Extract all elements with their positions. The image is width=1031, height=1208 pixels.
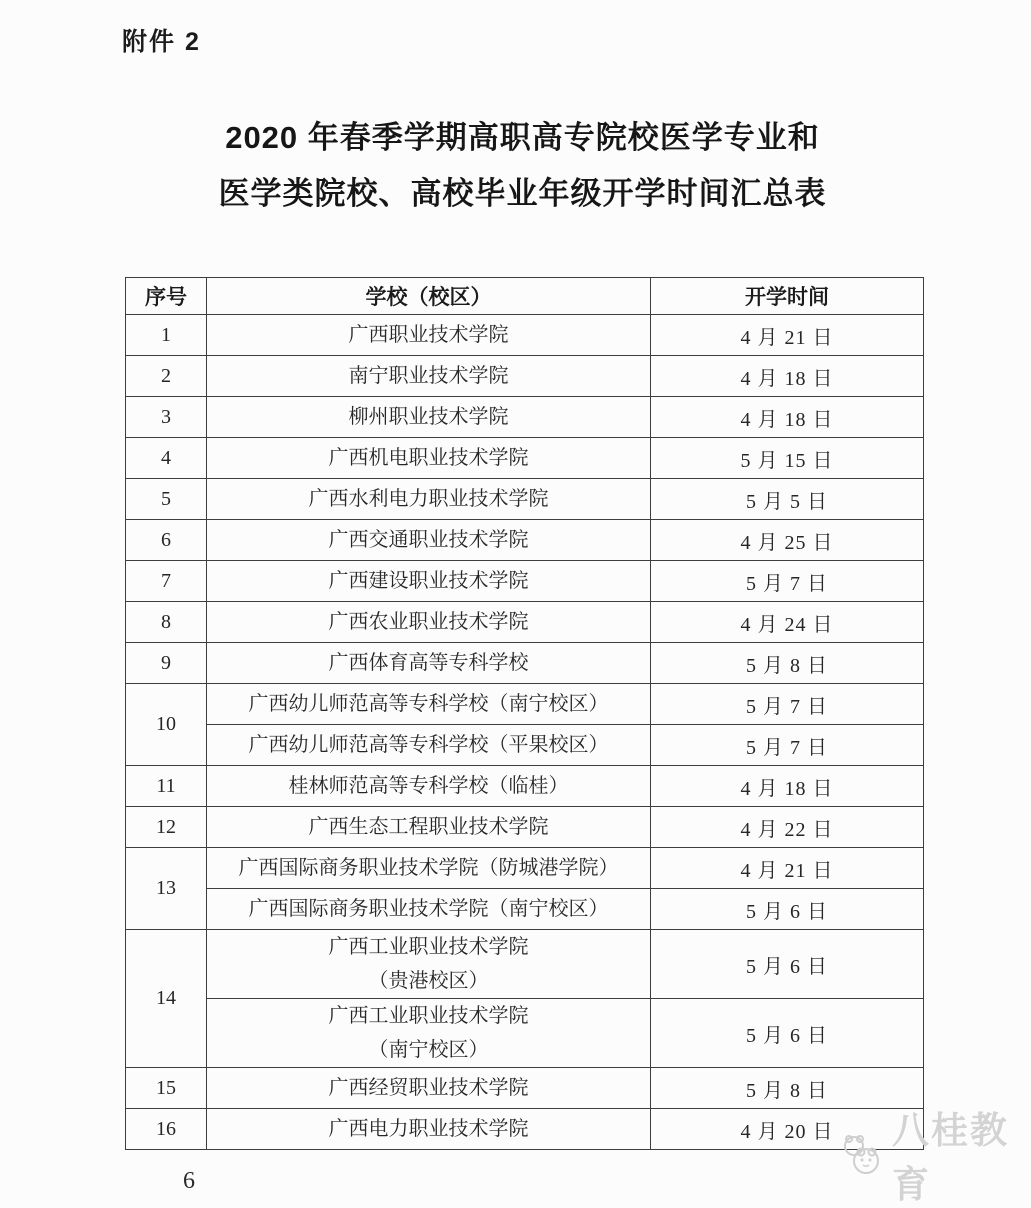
schedule-table	[125, 277, 924, 1150]
row-number: 7	[126, 561, 207, 602]
opening-date: 5 月 6 日	[651, 999, 924, 1068]
opening-date: 5 月 15 日	[651, 438, 924, 479]
school-cell	[207, 643, 651, 684]
table-row	[126, 1109, 924, 1150]
title-line-1: 2020 年春季学期高职高专院校医学专业和	[225, 120, 820, 155]
row-number: 11	[126, 766, 207, 807]
row-number: 14	[126, 930, 207, 1068]
table-row	[126, 438, 924, 479]
school-cell	[207, 889, 651, 930]
school-name: 广西农业职业技术学院	[328, 611, 529, 633]
opening-date: 5 月 5 日	[651, 479, 924, 520]
school-cell	[207, 1068, 651, 1109]
school-name: 桂林师范高等专科学校（临桂）	[288, 775, 569, 797]
school-cell	[207, 807, 651, 848]
school-name: 柳州职业技术学院	[348, 406, 509, 428]
opening-date: 4 月 18 日	[651, 766, 924, 807]
table-header-row	[126, 278, 924, 315]
school-cell	[207, 766, 651, 807]
table-row	[126, 520, 924, 561]
row-number: 6	[126, 520, 207, 561]
document-title	[125, 110, 920, 222]
opening-date: 4 月 21 日	[651, 848, 924, 889]
school-name: 广西幼儿师范高等专科学校（平果校区）	[248, 734, 609, 756]
row-number: 3	[126, 397, 207, 438]
opening-date: 5 月 7 日	[651, 725, 924, 766]
row-number: 16	[126, 1109, 207, 1150]
table-row	[126, 848, 924, 889]
title-line-2: 医学类院校、高校毕业年级开学时间汇总表	[218, 176, 827, 211]
school-cell	[207, 930, 651, 999]
table-row	[126, 397, 924, 438]
opening-date: 4 月 21 日	[651, 315, 924, 356]
opening-date: 5 月 6 日	[651, 889, 924, 930]
school-name: 广西国际商务职业技术学院（防城港学院）	[238, 857, 619, 879]
row-number: 2	[126, 356, 207, 397]
row-number: 13	[126, 848, 207, 930]
opening-date: 4 月 22 日	[651, 807, 924, 848]
school-cell	[207, 356, 651, 397]
table-row	[126, 684, 924, 725]
attachment-label: 附件 2	[122, 28, 201, 56]
table-row	[126, 602, 924, 643]
header-school: 学校（校区）	[207, 278, 651, 315]
school-name: 广西国际商务职业技术学院（南宁校区）	[248, 898, 609, 920]
table-row	[126, 561, 924, 602]
school-cell	[207, 438, 651, 479]
school-name: 广西建设职业技术学院	[328, 570, 529, 592]
school-name: 广西工业职业技术学院	[328, 1005, 529, 1027]
school-cell	[207, 684, 651, 725]
table-row	[126, 315, 924, 356]
school-cell	[207, 520, 651, 561]
table-row	[126, 930, 924, 999]
row-number: 8	[126, 602, 207, 643]
table-row	[126, 479, 924, 520]
row-number: 5	[126, 479, 207, 520]
opening-date: 5 月 8 日	[651, 1068, 924, 1109]
school-name: 广西体育高等专科学校	[328, 652, 529, 674]
row-number: 12	[126, 807, 207, 848]
opening-date: 5 月 7 日	[651, 561, 924, 602]
school-name: 广西职业技术学院	[348, 324, 509, 346]
page-number: 6	[183, 1168, 195, 1194]
school-name: 广西幼儿师范高等专科学校（南宁校区）	[248, 693, 609, 715]
table-row	[126, 999, 924, 1068]
opening-date: 4 月 20 日	[651, 1109, 924, 1150]
school-cell	[207, 1109, 651, 1150]
opening-date: 4 月 25 日	[651, 520, 924, 561]
table-row	[126, 643, 924, 684]
table-row	[126, 889, 924, 930]
opening-date: 5 月 6 日	[651, 930, 924, 999]
table-row	[126, 356, 924, 397]
school-cell	[207, 999, 651, 1068]
watermark-text: 八桂教育	[892, 1110, 1009, 1205]
row-number: 9	[126, 643, 207, 684]
school-cell	[207, 725, 651, 766]
table-row	[126, 1068, 924, 1109]
school-name: 广西水利电力职业技术学院	[308, 488, 549, 510]
school-cell	[207, 602, 651, 643]
school-name: 广西生态工程职业技术学院	[308, 816, 549, 838]
row-number: 15	[126, 1068, 207, 1109]
school-cell	[207, 397, 651, 438]
opening-date: 5 月 7 日	[651, 684, 924, 725]
school-cell	[207, 848, 651, 889]
school-campus: （南宁校区）	[368, 1039, 489, 1061]
row-number: 10	[126, 684, 207, 766]
opening-date: 4 月 24 日	[651, 602, 924, 643]
school-name: 南宁职业技术学院	[348, 365, 509, 387]
school-name: 广西机电职业技术学院	[328, 447, 529, 469]
school-campus: （贵港校区）	[368, 970, 489, 992]
school-name: 广西经贸职业技术学院	[328, 1077, 529, 1099]
row-number: 4	[126, 438, 207, 479]
opening-date: 4 月 18 日	[651, 397, 924, 438]
school-cell	[207, 315, 651, 356]
table-row	[126, 766, 924, 807]
header-no: 序号	[126, 278, 207, 315]
school-cell	[207, 479, 651, 520]
header-date: 开学时间	[651, 278, 924, 315]
school-name: 广西工业职业技术学院	[328, 936, 529, 958]
table-row	[126, 725, 924, 766]
opening-date: 5 月 8 日	[651, 643, 924, 684]
row-number: 1	[126, 315, 207, 356]
school-cell	[207, 561, 651, 602]
opening-date: 4 月 18 日	[651, 356, 924, 397]
table-row	[126, 807, 924, 848]
school-name: 广西电力职业技术学院	[328, 1118, 529, 1140]
school-name: 广西交通职业技术学院	[328, 529, 529, 551]
